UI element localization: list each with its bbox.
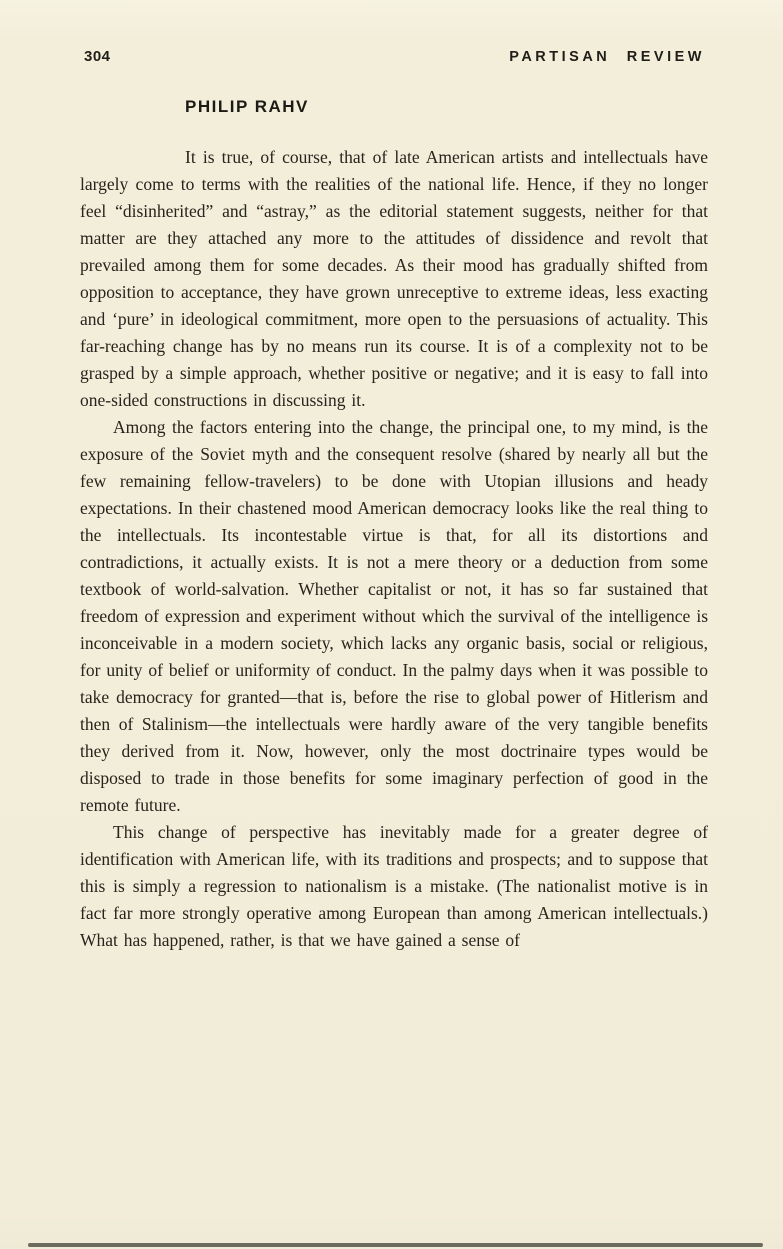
author-heading: PHILIP RAHV xyxy=(185,97,309,116)
paragraph-3: This change of perspective has inevitably made for a greater degree of identification with American life, with its traditions and prospects; and to suppose that this is simply a regression to nationalism is a mistake. (The nationalist motive is in fact far more strongly operative among European than among American intellectuals.) What has happened, rather, is that we have gained a sense of xyxy=(80,822,708,950)
running-head xyxy=(84,48,705,65)
article-body xyxy=(80,97,708,954)
paragraph-2: Among the factors entering into the change, the principal one, to my mind, is the exposure of the Soviet myth and the consequent resolve (shared by nearly all but the few remaining fellow-travelers) to be done with Utopian illusions and heady expectations. In their chastened mood American democracy looks like the real thing to the intellectuals. Its incontestable virtue is that, for all its distortions and contradictions, it actually exists. It is not a mere theory or a deduction from some textbook of world-salvation. Whether capitalist or not, it has so far sustained that freedom of expression and experiment without which the survival of the intelligence is inconceivable in a modern society, which lacks any organic basis, social or religious, for unity of belief or uniformity of conduct. In the palmy days when it was possible to take democracy for granted—that is, before the rise to global power of Hitlerism and then of Stalinism—the intellectuals were hardly aware of the very tangible benefits they derived from it. Now, however, only the most doctrinaire types would be disposed to trade in those benefits for some imaginary perfection of good in the remote future. xyxy=(80,417,708,815)
journal-title: PARTISAN REVIEW xyxy=(509,49,705,65)
paragraph-1: It is true, of course, that of late American artists and intellectuals have largely come to terms with the realities of the national life. Hence, if they no longer feel “disinherited” and “astray,” as the editorial statement suggests, neither for that matter are they attached any more to the attitudes of dissidence and revolt that prevailed among them for some decades. As their mood has gradually shifted from opposition to acceptance, they have grown unreceptive to extreme ideas, less exacting and ‘pure’ in ideological commitment, more open to the persuasions of actuality. This far-reaching change has by no means run its course. It is of a complexity not to be grasped by a simple approach, whether positive or negative; and it is easy to fall into one-sided constructions in discussing it. xyxy=(80,147,708,410)
page-number: 304 xyxy=(84,48,111,65)
scan-edge-artifact xyxy=(28,1243,763,1247)
